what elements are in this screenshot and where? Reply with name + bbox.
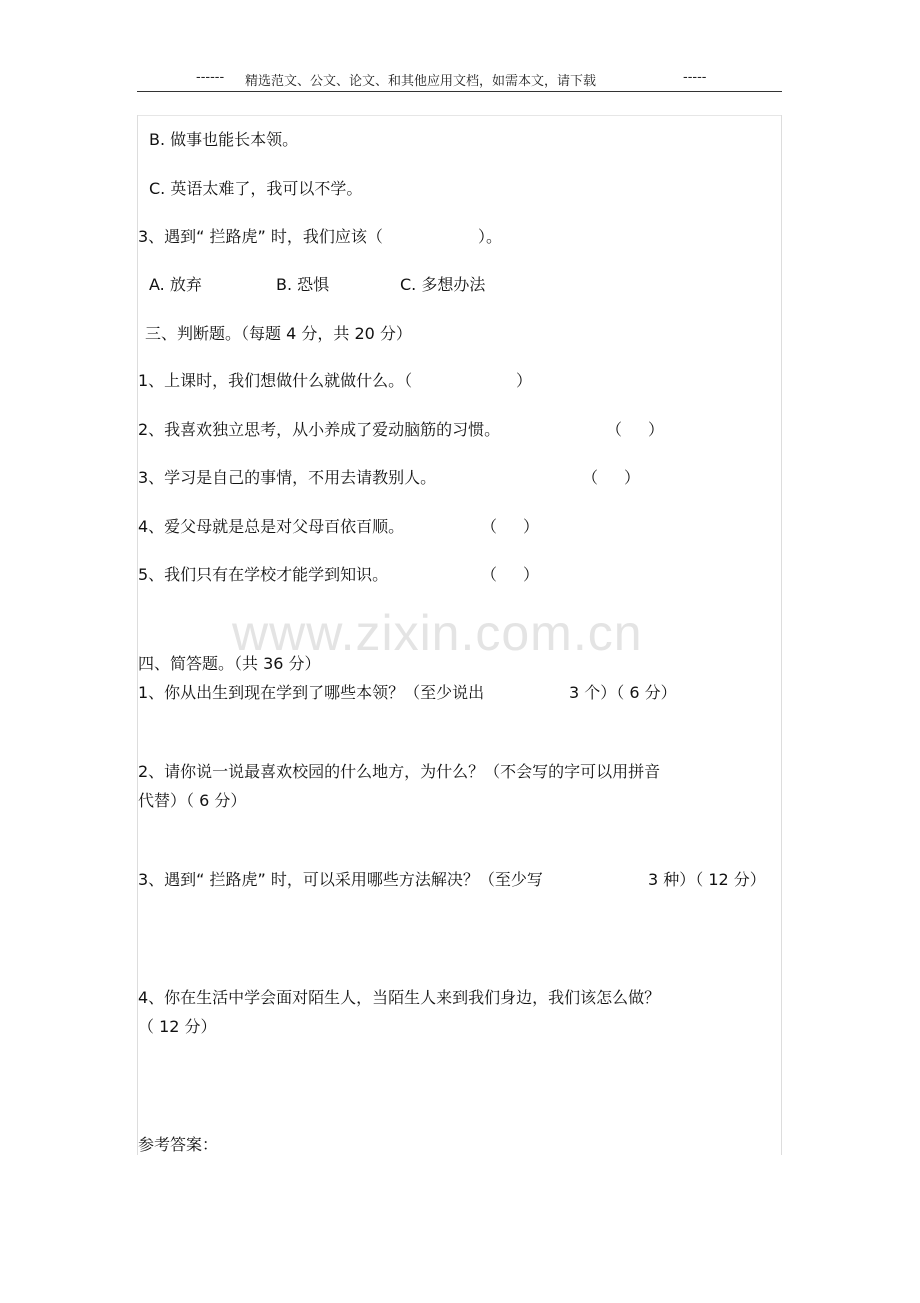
judge-item-3-paren-close: ） (624, 468, 641, 487)
judge-item-4 (138, 517, 558, 537)
section-four-heading: 四、简答题。（共 36 分） (138, 654, 321, 673)
header-dash-right: ----- (683, 70, 707, 85)
judge-item-5-paren-open: （ (481, 565, 498, 584)
short-answer-4-line1: 4、你在生活中学会面对陌生人，当陌生人来到我们身边，我们该怎么做？ (138, 988, 661, 1007)
page-header (137, 66, 782, 90)
option-b: B. 做事也能长本领。 (149, 130, 299, 149)
judge-item-5-text: 5、我们只有在学校才能学到知识。 (138, 565, 389, 584)
option-a-give-up: A. 放弃 (149, 275, 202, 294)
header-rule (137, 91, 782, 92)
judge-item-1-close: ） (516, 371, 533, 390)
judge-item-4-text: 4、爱父母就是总是对父母百依百顺。 (138, 517, 405, 536)
judge-item-4-paren-close: ） (523, 517, 540, 536)
frame-top-border (137, 115, 782, 116)
short-answer-1-tail: 3 个）（ 6 分） (569, 683, 677, 702)
judge-item-2-text: 2、我喜欢独立思考，从小养成了爱动脑筋的习惯。 (138, 420, 501, 439)
judge-item-2-paren-open: （ (606, 420, 623, 439)
short-answer-2-line2: 代替）（ 6 分） (138, 791, 247, 810)
watermark: www.zixin.com.cn (232, 605, 643, 661)
judge-item-1 (138, 371, 558, 391)
header-title: 精选范文、公文、论文、和其他应用文档，如需本文，请下载 (245, 74, 597, 89)
frame-right-border (781, 115, 782, 1155)
question-3 (138, 227, 538, 247)
judge-item-3 (138, 468, 658, 488)
judge-item-5-paren-close: ） (523, 565, 540, 584)
judge-item-4-paren-open: （ (481, 517, 498, 536)
answers-heading: 参考答案： (138, 1135, 219, 1154)
judge-item-2 (138, 420, 678, 440)
short-answer-2-line1: 2、请你说一说最喜欢校园的什么地方，为什么？（不会写的字可以用拼音 (138, 762, 661, 781)
header-dash-left: ------ (196, 70, 225, 85)
section-three-heading: 三、判断题。（每题 4 分，共 20 分） (145, 324, 412, 343)
short-answer-1-text: 1、你从出生到现在学到了哪些本领？（至少说出 (138, 683, 485, 702)
judge-item-3-paren-open: （ (582, 468, 599, 487)
judge-item-5 (138, 565, 558, 585)
option-c: C. 英语太难了，我可以不学。 (149, 179, 363, 198)
short-answer-4-line2: （ 12 分） (138, 1017, 217, 1036)
short-answer-3 (138, 870, 780, 890)
question-3-options (149, 275, 549, 295)
option-b-fear: B. 恐惧 (276, 275, 330, 294)
judge-item-2-paren-close: ） (648, 420, 665, 439)
judge-item-3-text: 3、学习是自己的事情，不用去请教别人。 (138, 468, 437, 487)
judge-item-1-text: 1、上课时，我们想做什么就做什么。（ (138, 371, 413, 390)
question-3-close: ）。 (478, 227, 503, 246)
short-answer-1 (138, 683, 698, 703)
question-3-text: 3、遇到“ 拦路虎” 时，我们应该（ (138, 227, 383, 246)
option-c-find-ways: C. 多想办法 (400, 275, 486, 294)
short-answer-3-tail: 3 种）（ 12 分） (648, 870, 766, 889)
short-answer-3-text: 3、遇到“ 拦路虎” 时，可以采用哪些方法解决？（至少写 (138, 870, 543, 889)
